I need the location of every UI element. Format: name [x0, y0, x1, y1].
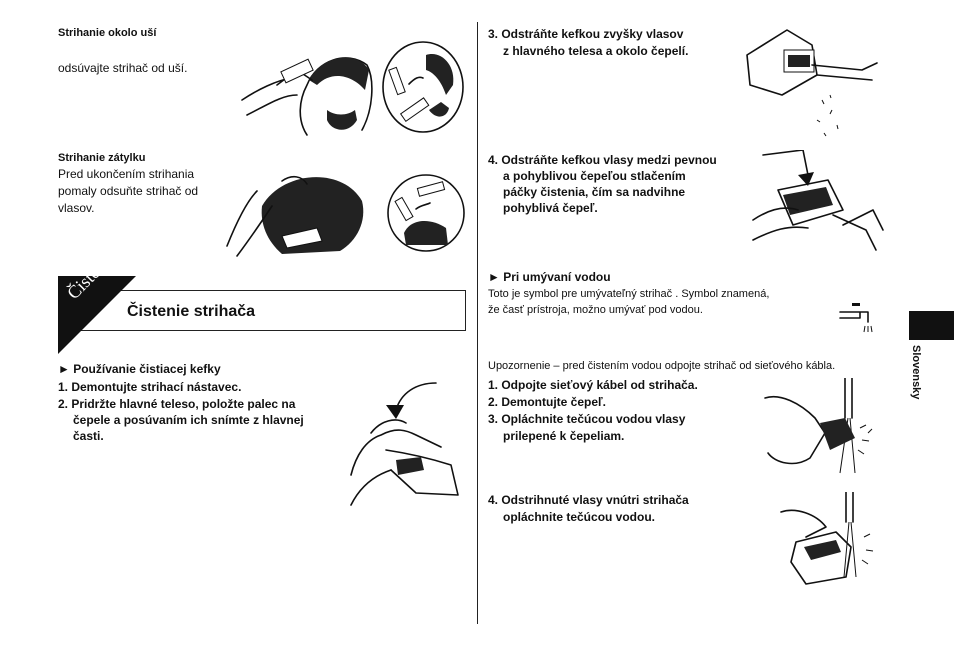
nape-detail-circle	[386, 173, 466, 253]
nape-line-1: Pred ukončením strihania	[58, 167, 195, 181]
brush-step-2-cont-2: časti.	[73, 429, 104, 443]
ear-trimming-illustration	[237, 40, 377, 140]
step4-line-1: 4. Odstráňte kefkou vlasy medzi pevnou	[488, 153, 717, 167]
wash-step4-line-1: 4. Odstrihnuté vlasy vnútri strihača	[488, 493, 689, 507]
brush-step-2: 2. Pridržte hlavné teleso, položte palec na	[58, 397, 296, 411]
brush-step-1: 1. Demontujte strihací nástavec.	[58, 380, 242, 394]
nape-line-2: pomaly odsuňte strihač od	[58, 184, 199, 198]
blade-removal-illustration	[346, 375, 464, 515]
column-divider	[477, 22, 478, 624]
brush-body-illustration	[742, 25, 882, 143]
section-tab-label: Čistenie	[63, 247, 119, 304]
step4-line-2: a pohyblivou čepeľou stlačením	[503, 169, 686, 183]
side-tab-bar	[909, 311, 954, 340]
nape-line-3: vlasov.	[58, 201, 95, 215]
wash-step4-line-2: opláchnite tečúcou vodou.	[503, 510, 656, 524]
side-tab-language: Slovensky	[910, 345, 922, 400]
wash-step-3: 3. Opláchnite tečúcou vodou vlasy	[488, 412, 686, 426]
wash-step-1: 1. Odpojte sieťový kábel od strihača.	[488, 378, 698, 392]
washing-heading: ► Pri umývaní vodou	[488, 270, 611, 284]
ear-heading: Strihanie okolo uší	[58, 27, 157, 39]
ear-detail-circle	[381, 40, 466, 135]
step3-line-2: z hlavného telesa a okolo čepelí.	[503, 44, 689, 58]
warning-text: Upozornenie – pred čistením vodou odpojte strihač od sieťového kábla.	[488, 360, 836, 372]
lever-brush-illustration	[748, 150, 886, 258]
faucet-icon	[838, 298, 880, 334]
step4-line-3: páčky čistenia, čím sa nadvihne	[503, 185, 686, 199]
section-title: Čistenie strihača	[127, 303, 256, 320]
wash-step-2: 2. Demontujte čepeľ.	[488, 395, 606, 409]
step4-line-4: pohyblivá čepeľ.	[503, 201, 598, 215]
nape-trimming-illustration	[222, 166, 372, 258]
rinse-blade-illustration	[760, 378, 884, 476]
washing-line-2: že časť prístroja, možno umývať pod vodou.	[488, 304, 703, 316]
step3-line-1: 3. Odstráňte kefkou zvyšky vlasov	[488, 27, 684, 41]
washing-line-1: Toto je symbol pre umývateľný strihač . Symbol znamená,	[488, 288, 770, 300]
ear-body: odsúvajte strihač od uší.	[58, 61, 188, 75]
wash-step-3-cont: prilepené k čepeliam.	[503, 429, 625, 443]
brush-heading: ► Používanie čistiacej kefky	[58, 362, 221, 376]
rinse-inside-illustration	[776, 492, 886, 588]
nape-heading: Strihanie zátylku	[58, 152, 146, 164]
brush-step-2-cont: čepele a posúvaním ich snímte z hlavnej	[73, 413, 304, 427]
